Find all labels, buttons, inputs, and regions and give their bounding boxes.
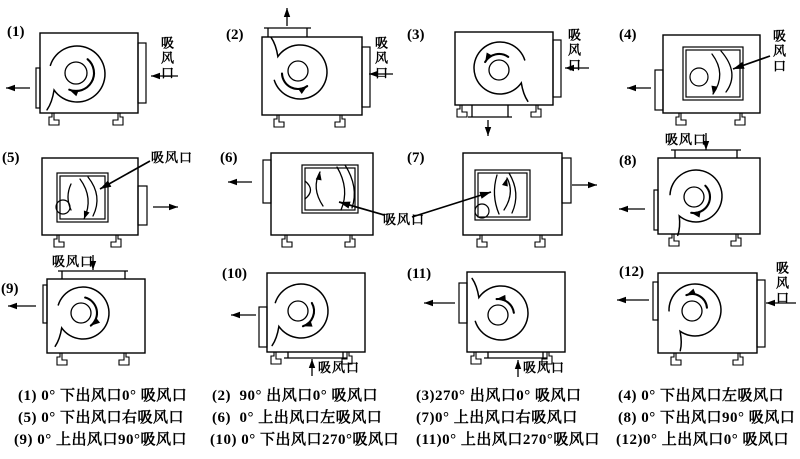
inlet-label-2: 吸风口 xyxy=(373,36,388,81)
inlet-label-11: 吸风口 xyxy=(523,360,566,375)
caption-11: (11)0° 上出风口270°吸风口 xyxy=(416,432,600,448)
fan-diagram-7 xyxy=(412,153,597,247)
fan-diagram-6 xyxy=(228,153,384,247)
inlet-label-1: 吸风口 xyxy=(159,36,174,81)
diagram-number-5: (5) xyxy=(2,150,20,166)
inlet-label-5: 吸风口 xyxy=(151,150,194,165)
inlet-label-9: 吸风口 xyxy=(52,254,95,269)
caption-5: (5) 0° 下出风口右吸风口 xyxy=(18,410,184,426)
diagram-number-1: (1) xyxy=(7,24,25,40)
inlet-label-4: 吸风口 xyxy=(771,29,786,74)
diagram-number-3: (3) xyxy=(407,27,425,43)
caption-4: (4) 0° 下出风口左吸风口 xyxy=(618,388,784,404)
fan-diagram-12 xyxy=(617,273,796,365)
caption-10: (10) 0° 下出风口270°吸风口 xyxy=(210,432,399,448)
fan-diagram-4 xyxy=(627,35,770,125)
diagram-number-6: (6) xyxy=(220,150,238,166)
diagram-number-9: (9) xyxy=(1,281,19,297)
caption-7: (7)0° 上出风口右吸风口 xyxy=(416,410,578,426)
diagram-number-12: (12) xyxy=(619,264,644,280)
fan-diagram-8 xyxy=(619,133,760,246)
diagram-number-8: (8) xyxy=(619,153,637,169)
caption-3: (3)270° 出风口0° 吸风口 xyxy=(416,388,582,404)
diagram-number-2: (2) xyxy=(226,27,244,43)
caption-2: (2) 90° 出风口0° 吸风口 xyxy=(212,388,378,404)
caption-6: (6) 0° 上出风口左吸风口 xyxy=(212,410,383,426)
caption-8: (8) 0° 下出风口90° 吸风口 xyxy=(618,410,796,426)
diagram-number-10: (10) xyxy=(222,266,247,282)
inlet-label-8: 吸风口 xyxy=(665,132,708,147)
caption-9: (9) 0° 上出风口90°吸风口 xyxy=(14,432,187,448)
caption-12: (12)0° 上出风口0° 吸风口 xyxy=(616,432,789,448)
fan-diagram-5 xyxy=(42,158,178,247)
diagram-number-7: (7) xyxy=(407,150,425,166)
inlet-label-12: 吸风口 xyxy=(774,261,789,306)
diagram-number-11: (11) xyxy=(407,266,432,282)
caption-1: (1) 0° 下出风口0° 吸风口 xyxy=(18,388,188,404)
fan-diagram-9 xyxy=(8,255,145,365)
inlet-label-3: 吸风口 xyxy=(566,28,581,73)
inlet-label-6-7: 吸风口 xyxy=(383,212,426,227)
inlet-label-10: 吸风口 xyxy=(318,360,361,375)
diagram-number-4: (4) xyxy=(619,27,637,43)
fan-diagram-1 xyxy=(6,33,178,125)
